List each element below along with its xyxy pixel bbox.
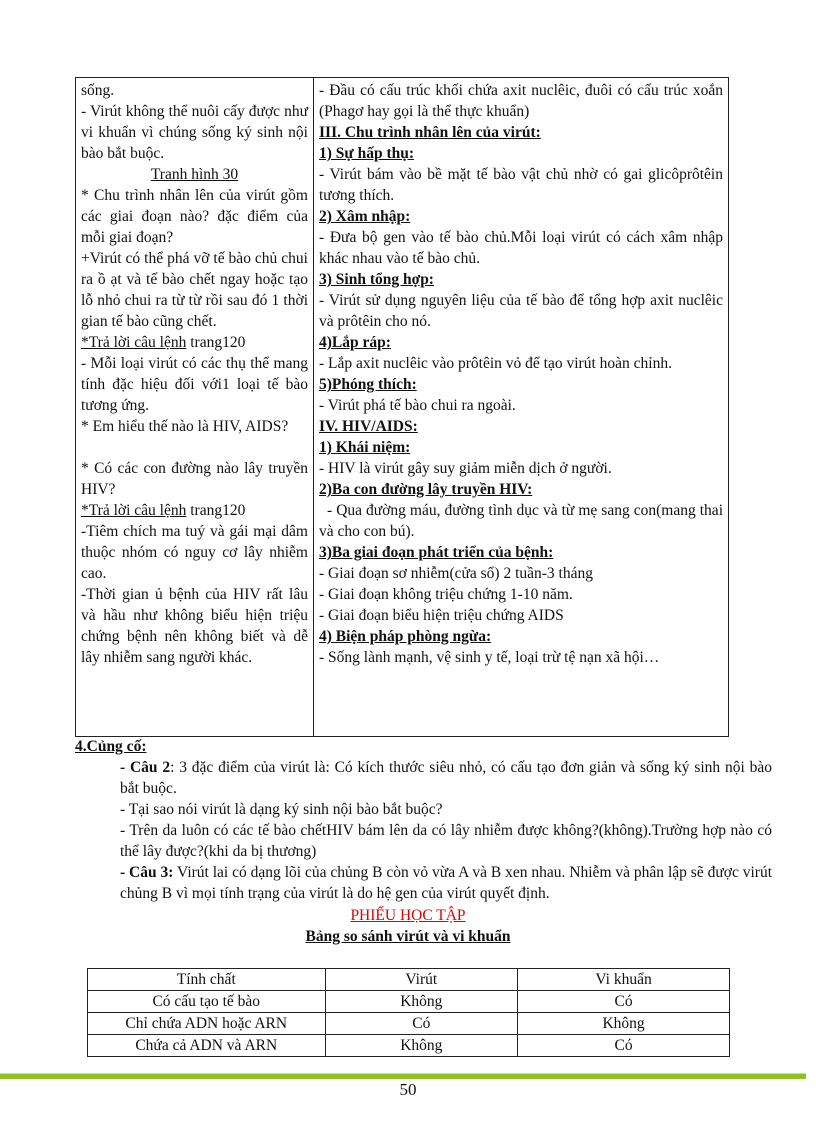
text-line: -Thời gian ủ bệnh của HIV rất lâu và hầu như không biểu hiện triệu chứng bệnh nên không biết và dễ lây nhiễm sang người khác. — [81, 586, 308, 666]
table-cell: Không — [325, 991, 518, 1013]
review-item — [120, 757, 772, 799]
review-item — [120, 820, 772, 862]
text-line: - Virút sử dụng nguyên liệu của tế bào để tổng hợp axit nuclêic và prôtêin cho nó. — [319, 292, 723, 330]
review-text: - Tại sao nói virút là dạng ký sinh nội bào bắt buộc? — [120, 801, 443, 818]
text-line: -Tiêm chích ma tuý và gái mại dâm thuộc nhóm có nguy cơ lây nhiễm cao. — [81, 523, 308, 582]
review-item — [120, 799, 772, 820]
column-header: Virút — [325, 969, 518, 991]
prompt-page: trang120 — [186, 502, 246, 519]
question: * Có các con đường nào lây truyền HIV? — [81, 460, 308, 498]
page-number: 50 — [399, 1080, 417, 1099]
table-cell: Không — [518, 1013, 730, 1035]
table-cell: Chứa cả ADN và ARN — [88, 1035, 326, 1057]
teacher-activity-column — [76, 78, 314, 736]
text-line: - Giai đoạn biểu hiện triệu chứng AIDS — [319, 607, 564, 624]
text-line: - Giai đoạn sơ nhiễm(cửa sổ) 2 tuần-3 tháng — [319, 565, 593, 582]
subheading: 3)Ba giai đoạn phát triển của bệnh: — [319, 544, 554, 561]
prompt-page: trang120 — [186, 334, 246, 351]
section-heading: IV. HIV/AIDS: — [319, 418, 418, 435]
review-text: - Trên da luôn có các tế bào chếtHIV bám lên da có lây nhiễm được không?(không).Trường hợp nào có thể lây được?(khi da bị thương) — [120, 822, 772, 860]
text-line: - Đầu có cấu trúc khối chứa axit nuclêic, đuôi có cấu trúc xoắn (Phagơ hay gọi là thể thực khuẩn) — [319, 82, 723, 120]
content-column — [314, 78, 728, 736]
worksheet-title: PHIẾU HỌC TẬP — [350, 907, 466, 924]
text-line: - Virút phá tế bào chui ra ngoài. — [319, 397, 516, 414]
text-line: - Virút không thể nuôi cấy được như vi khuẩn vì chúng sống ký sinh nội bào bắt buộc. — [81, 103, 308, 162]
lesson-table — [75, 77, 729, 737]
table-cell: Có — [325, 1013, 518, 1035]
question: * Chu trình nhân lên của virút gồm các giai đoạn nào? đặc điểm của mỗi giai đoạn? — [81, 187, 308, 246]
prompt-label: *Trả lời câu lệnh — [81, 502, 187, 519]
footer-divider — [0, 1073, 806, 1079]
subheading: 4) Biện pháp phòng ngừa: — [319, 628, 492, 645]
subheading: 1) Sự hấp thụ: — [319, 145, 415, 162]
subheading: 5)Phóng thích: — [319, 376, 417, 393]
subheading: 2) Xâm nhập: — [319, 208, 411, 225]
table-cell: Có — [518, 1035, 730, 1057]
text-line: +Virút có thể phá vỡ tế bào chủ chui ra ồ ạt và tế bào chết ngay hoặc tạo lỗ nhỏ chui ra từ từ rồi sau đó 1 thời gian tế bào cũng chết. — [81, 250, 308, 330]
table-row — [88, 1035, 730, 1057]
section-heading: III. Chu trình nhân lên của virút: — [319, 124, 541, 141]
subheading: 1) Khái niệm: — [319, 439, 411, 456]
text-line: sống. — [81, 82, 115, 99]
worksheet-subtitle: Bảng so sánh virút và vi khuẩn — [305, 928, 511, 945]
question: * Em hiểu thế nào là HIV, AIDS? — [81, 418, 289, 435]
review-text: Virút lai có dạng lõi của chủng B còn vỏ vừa A và B xen nhau. Nhiễm và phân lập sẽ được virút chủng B vì mọi tính trạng của virút là do hệ gen của virút quyết định. — [120, 864, 772, 902]
text-line: - Đưa bộ gen vào tế bào chủ.Mỗi loại virút có cách xâm nhập khác nhau vào tế bào chủ. — [319, 229, 723, 267]
section-4-title: 4.Củng cố: — [75, 738, 147, 755]
table-header-row — [88, 969, 730, 991]
column-header: Tính chất — [88, 969, 326, 991]
text-line: - Lắp axit nuclêic vào prôtêin vỏ để tạo virút hoàn chỉnh. — [319, 355, 672, 372]
text-line: - Qua đường máu, đường tình dục và từ mẹ sang con(mang thai và cho con bú). — [319, 502, 723, 540]
text-line: - Sống lành mạnh, vệ sinh y tế, loại trừ tệ nạn xã hội… — [319, 649, 660, 666]
figure-caption: Tranh hình 30 — [150, 166, 239, 183]
text-line: - HIV là virút gây suy giảm miễn dịch ở người. — [319, 460, 612, 477]
comparison-table — [87, 968, 730, 1057]
subheading: 2)Ba con đường lây truyền HIV: — [319, 481, 533, 498]
subheading: 3) Sinh tổng hợp: — [319, 271, 434, 288]
table-cell: Có cấu tạo tế bào — [88, 991, 326, 1013]
text-line: - Mỗi loại virút có các thụ thể mang tính đặc hiệu đối với1 loại tế bào tương ứng. — [81, 355, 308, 414]
text-line — [81, 500, 308, 521]
table-cell: Có — [518, 991, 730, 1013]
question-label: - Câu 3: — [120, 864, 174, 881]
table-cell: Không — [325, 1035, 518, 1057]
text-line — [81, 332, 308, 353]
review-section — [120, 757, 772, 904]
prompt-label: *Trả lời câu lệnh — [81, 334, 187, 351]
table-row — [88, 991, 730, 1013]
table-row — [88, 1013, 730, 1035]
column-header: Vi khuẩn — [518, 969, 730, 991]
table-cell: Chỉ chứa ADN hoặc ARN — [88, 1013, 326, 1035]
text-line: - Giai đoạn không triệu chứng 1-10 năm. — [319, 586, 573, 603]
subheading: 4)Lắp ráp: — [319, 334, 391, 351]
text-line: - Virút bám vào bề mặt tế bào vật chủ nhờ có gai glicôprôtêin tương thích. — [319, 166, 723, 204]
question-label: - Câu 2 — [120, 759, 171, 776]
review-item — [120, 862, 772, 904]
review-text: : 3 đặc điểm của virút là: Có kích thước siêu nhỏ, có cấu tạo đơn giản và sống ký sinh nội bào bắt buộc. — [120, 759, 772, 797]
